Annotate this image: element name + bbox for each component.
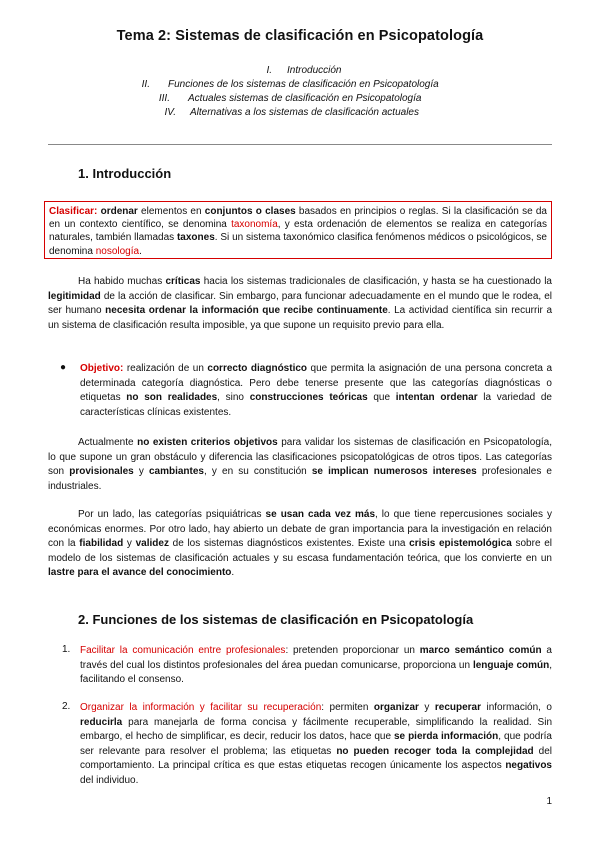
list-number: 1. xyxy=(62,644,71,655)
table-of-contents xyxy=(0,64,600,120)
paragraph-categorias: Por un lado, las categorías psiquiátricas se usan cada vez más, lo que tiene repercusiones sociales y económicas enormes. Por otro lado, hay abierto un debate de gran importancia para la investigación en relación con la fiabilidad y validez de los sistemas diagnósticos existentes. Existe una crisis epistemológica sobre el modelo de los sistemas de clasificación actuales y su escasa fundamentación teórica, que los convierte en un lastre para el avance del conocimiento. xyxy=(48,509,552,579)
definition-box: Clasificar: ordenar elementos en conjuntos o clases basados en principios o reglas. Si la clasificación se da en un contexto científico, se denomina taxonomía, y esta ordenación de elementos se realiza en categorías naturales, también llamadas taxones. Si un sistema taxonómico clasifica fenómenos médicos o psicológicos, se denomina nosología. xyxy=(44,201,552,259)
toc-number: II. xyxy=(141,79,150,90)
toc-text: Actuales sistemas de clasificación en Psicopatología xyxy=(188,93,422,104)
list-item-organizar: Organizar la información y facilitar su recuperación: permiten organizar y recuperar información, o reducirla para manejarla de forma concisa y fácilmente recuperable, simplificando la realidad. Sin embargo, el hecho de simplificar, es decir, reducir los datos, hace que se pierda información, que podría ser relevante para resolver el problema; las etiquetas no pueden recoger toda la complejidad del comportamiento. La principal crítica es que estas etiquetas recogen únicamente los aspectos negativos del individuo. xyxy=(80,702,552,786)
toc-number: III. xyxy=(158,93,170,104)
toc-text: Funciones de los sistemas de clasificación en Psicopatología xyxy=(168,79,439,90)
toc-item xyxy=(0,92,600,106)
toc-item xyxy=(0,78,600,92)
bullet-objetivo: Objetivo: realización de un correcto diagnóstico que permita la asignación de una persona concreta a determinada categoría diagnóstica. Pero debe tenerse presente que las categorías diagnósticas o etiquetas no son realidades, sino construcciones teóricas que intentan ordenar la variedad de características clínicas existentes. xyxy=(80,363,553,418)
paragraph-criterios: Actualmente no existen criterios objetivos para validar los sistemas de clasificación en Psicopatología, lo que supone un gran obstáculo y diferencia las clasificaciones psicopatológicas de otros tipos. Las categorías son provisionales y cambiantes, y en su constitución se implican numerosos intereses profesionales e industriales. xyxy=(48,437,553,492)
list-item-comunicacion: Facilitar la comunicación entre profesionales: pretenden proporcionar un marco semántico común a través del cual los distintos profesionales del área puedan comunicarse, proporciona un lenguaje común, facilitando el consenso. xyxy=(80,645,553,686)
toc-text: Introducción xyxy=(287,65,342,76)
paragraph-criticas: Ha habido muchas críticas hacia los sistemas tradicionales de clasificación, y hasta se ha cuestionado la legitimidad de la acción de clasificar. Sin embargo, para funcionar adecuadamente en el mundo que le rodea, el ser humano necesita ordenar la información que recibe continuamente. La actividad científica sin recurrir a un sistema de clasificación resulta imposible, ya que supone un requisito previo para ella. xyxy=(48,276,553,331)
toc-number: IV. xyxy=(164,107,176,118)
section-heading-introduccion: 1. Introducción xyxy=(78,166,172,181)
page-number: 1 xyxy=(546,796,552,807)
bullet-icon: ● xyxy=(60,362,67,373)
toc-item xyxy=(0,106,600,120)
toc-number: I. xyxy=(266,65,272,76)
document-title: Tema 2: Sistemas de clasificación en Psicopatología xyxy=(116,28,484,44)
list-number: 2. xyxy=(62,701,71,712)
section-heading-funciones: 2. Funciones de los sistemas de clasificación en Psicopatología xyxy=(78,612,474,627)
toc-text: Alternativas a los sistemas de clasificación actuales xyxy=(190,107,419,118)
divider xyxy=(48,144,552,145)
toc-item xyxy=(0,64,600,78)
